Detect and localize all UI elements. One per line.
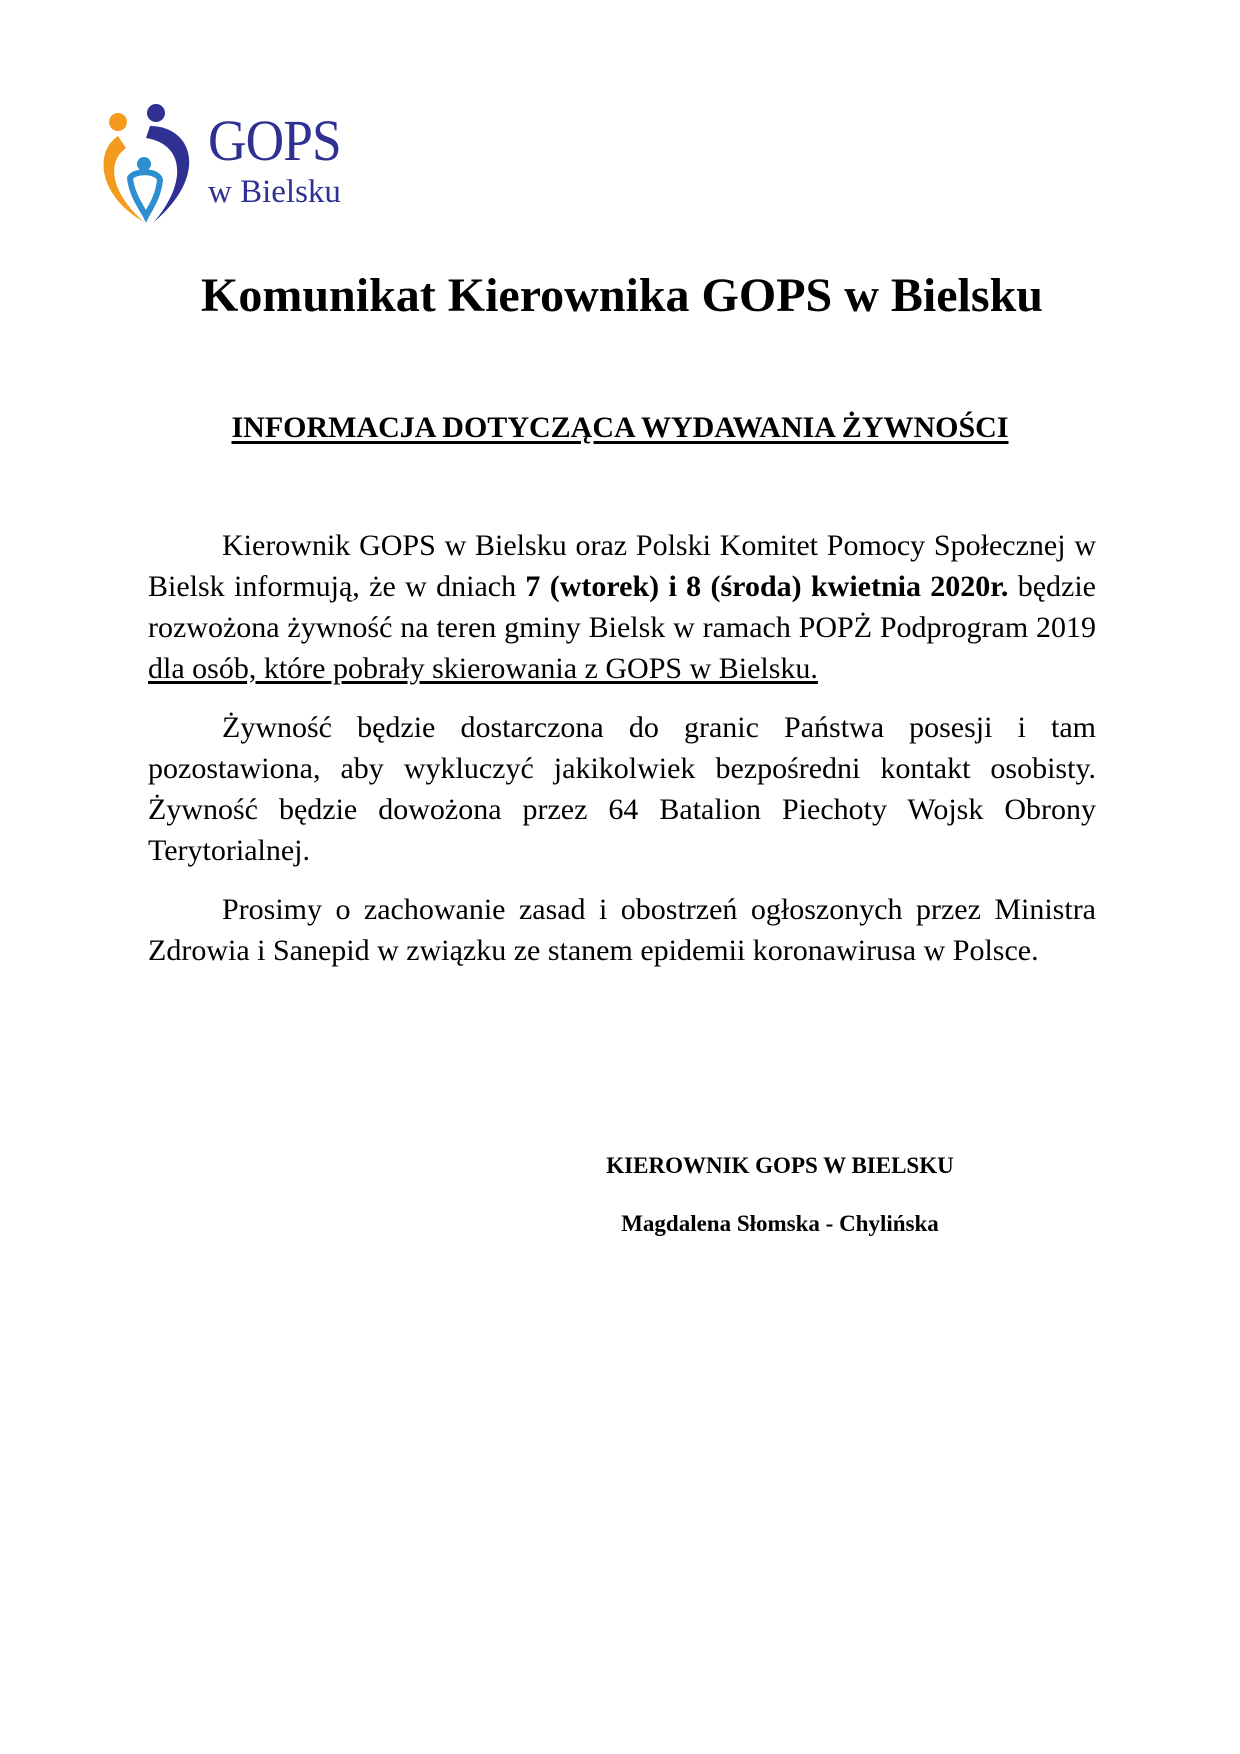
paragraph-1-text-b: będzie rozwożona żywność na teren gminy Bielsk w ramach POPŻ Podprogram 2019 <box>148 570 1096 644</box>
eligibility-note: dla osób, które pobrały skierowania z GOPS w Bielsku. <box>148 652 818 685</box>
date-highlight: 7 (wtorek) i 8 (środa) kwietnia 2020r. <box>525 570 1009 603</box>
navy-head <box>147 104 165 122</box>
paragraph-2: Żywność będzie dostarczona do granic Państwa posesji i tam pozostawiona, aby wykluczyć jakikolwiek bezpośredni kontakt osobisty. Żywność będzie dowożona przez 64 Batalion Piechoty Wojsk Obrony Terytorialnej. <box>148 711 1096 867</box>
blue-body <box>130 172 160 216</box>
blue-head <box>137 157 151 171</box>
paragraph-1-text-a: Kierownik GOPS w Bielsku oraz Polski Komitet Pomocy Społecznej w Bielsk informują, że w dniach <box>148 529 1096 603</box>
page-title: Komunikat Kierownika GOPS w Bielsku <box>201 269 1043 322</box>
signature-title: KIEROWNIK GOPS W BIELSKU <box>606 1153 954 1178</box>
document-body <box>148 525 1096 989</box>
paragraph-3: Prosimy o zachowanie zasad i obostrzeń ogłoszonych przez Ministra Zdrowia i Sanepid w związku ze stanem epidemii koronawirusa w Polsce. <box>148 893 1096 967</box>
section-heading: INFORMACJA DOTYCZĄCA WYDAWANIA ŻYWNOŚCI <box>231 411 1009 444</box>
family-heart-icon <box>100 104 210 229</box>
gops-logo <box>100 104 360 229</box>
logo-wordmark: GOPS <box>208 108 341 173</box>
paragraph-1 <box>148 525 1096 689</box>
orange-body <box>104 136 144 222</box>
orange-head <box>109 113 127 131</box>
logo-subtitle: w Bielsku <box>208 174 341 210</box>
signature-name: Magdalena Słomska - Chylińska <box>621 1211 939 1236</box>
